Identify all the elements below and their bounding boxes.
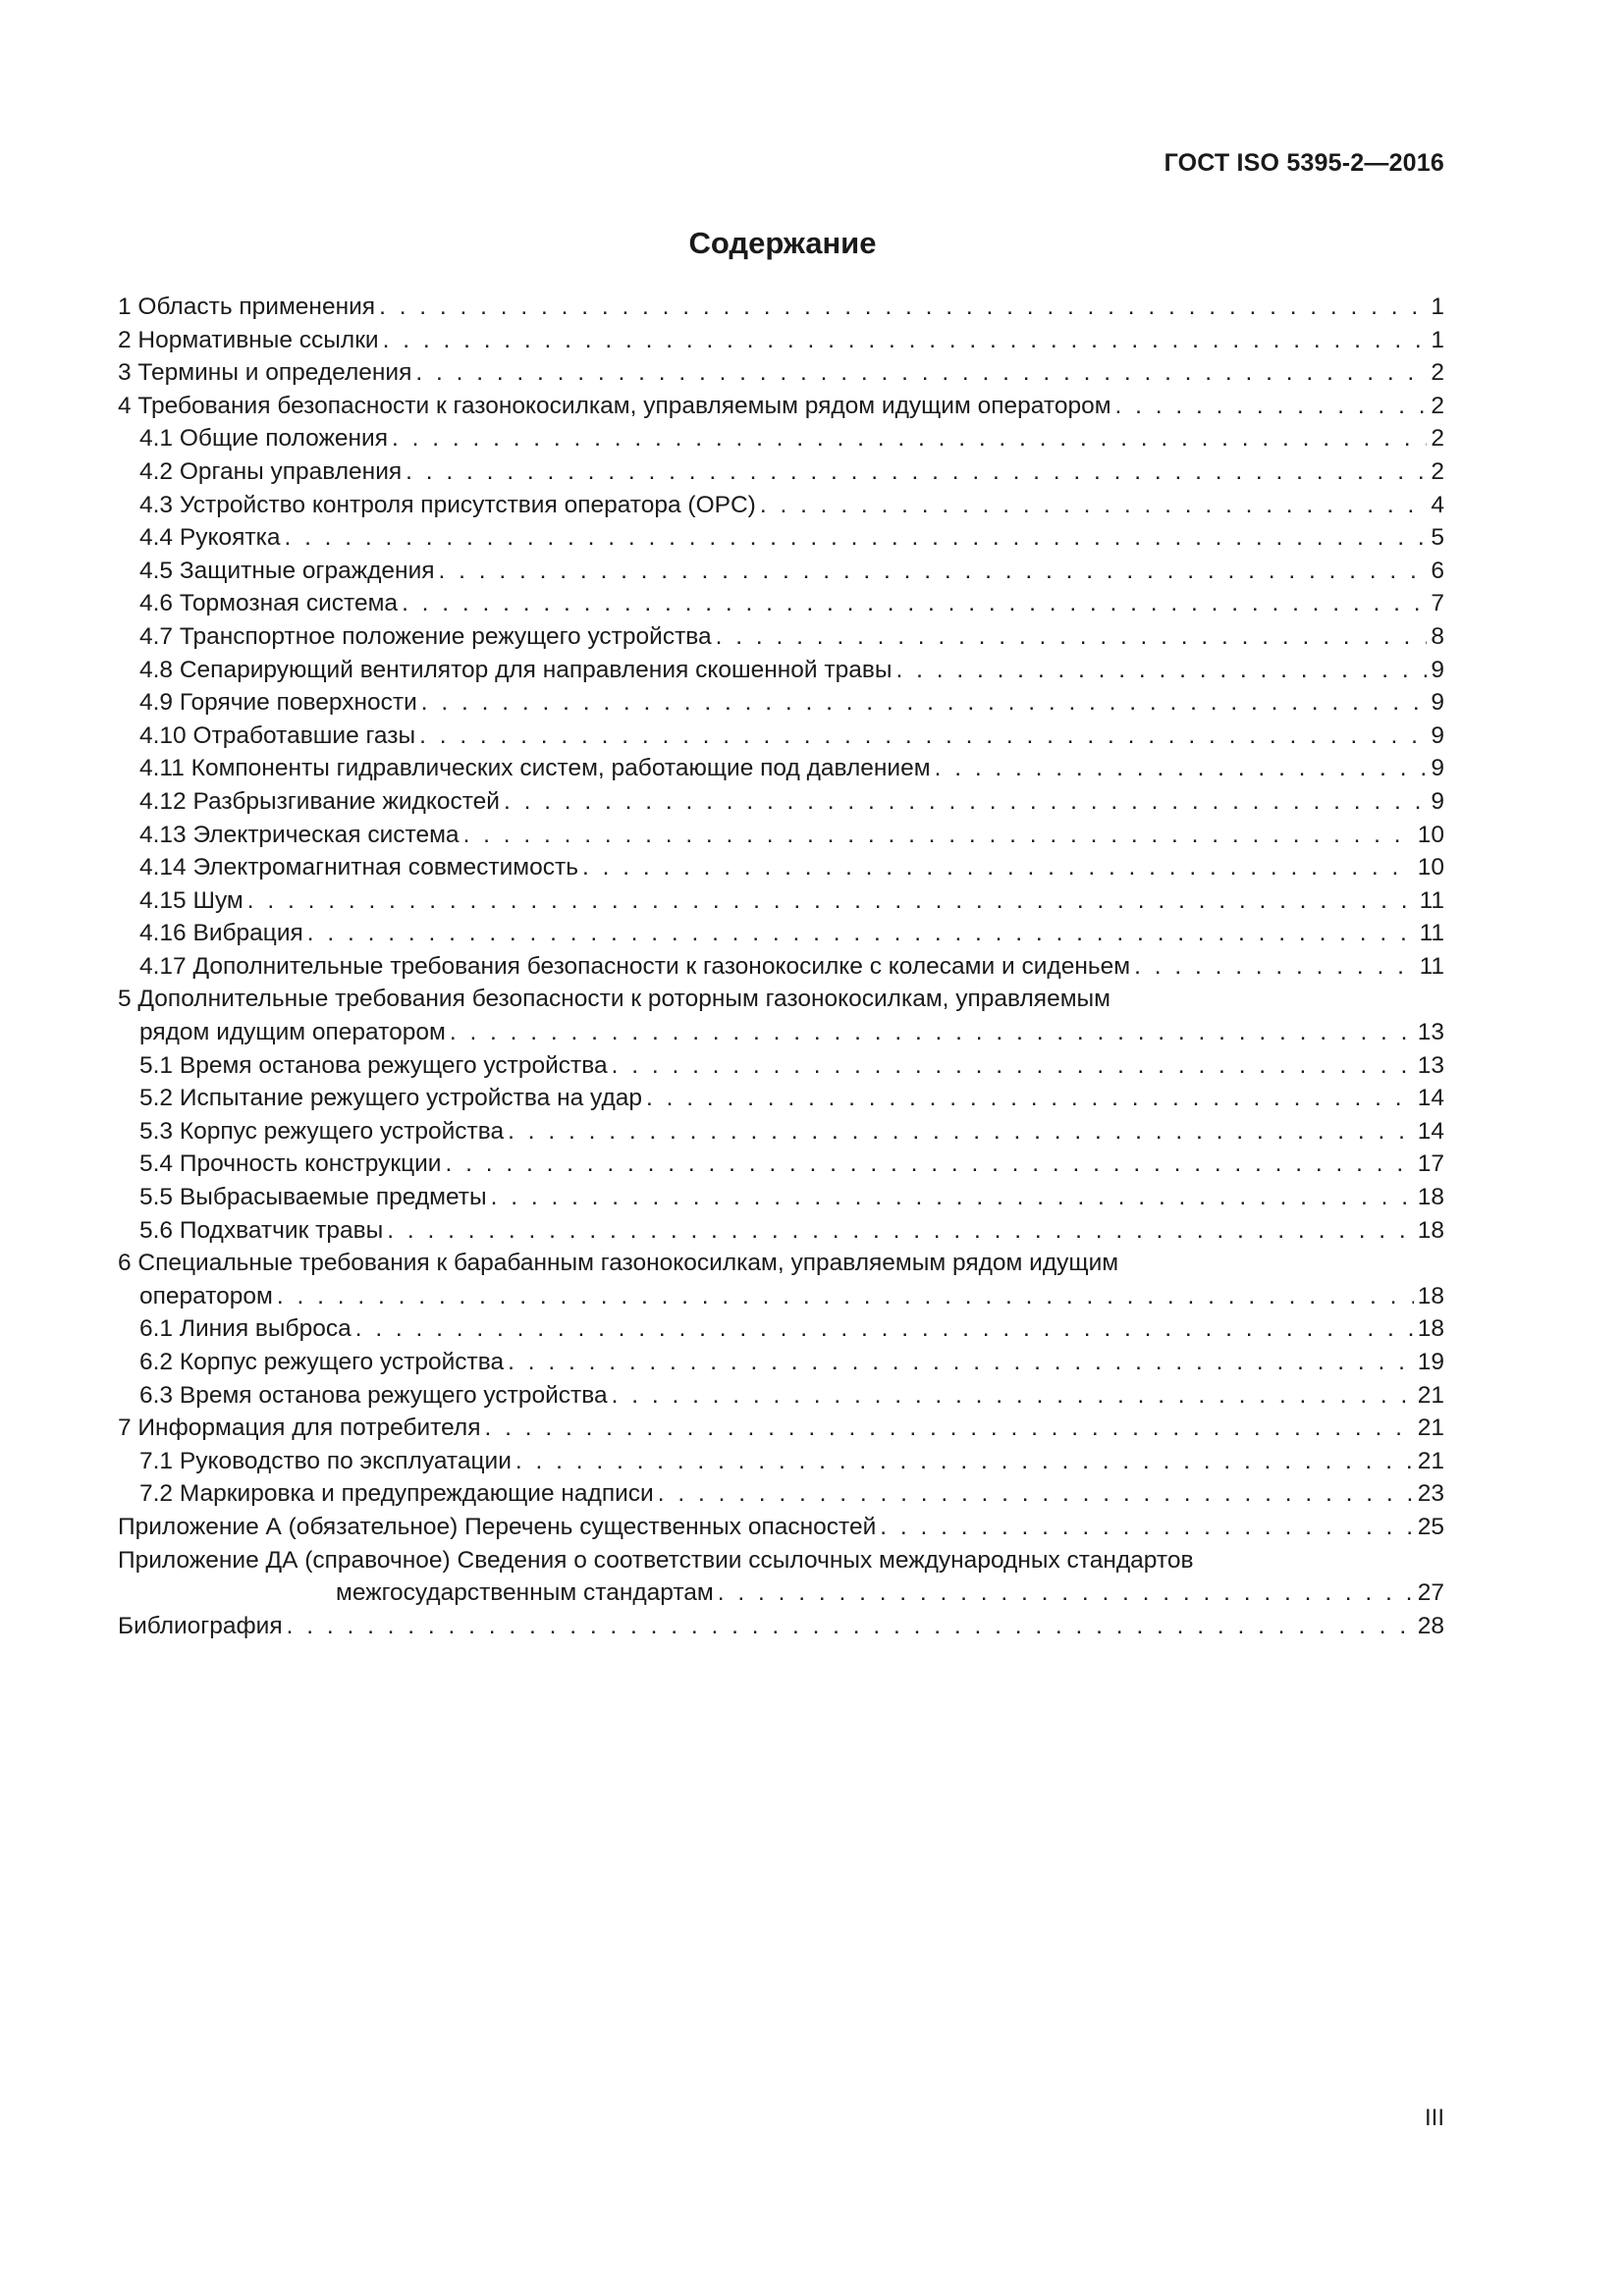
- toc-entry-title: 4.5 Защитные ограждения: [139, 557, 435, 584]
- toc-entry-title: 4.13 Электрическая система: [139, 821, 460, 848]
- dot-leader: [355, 1312, 1414, 1346]
- toc-entry-title: 4.12 Разбрызгивание жидкостей: [139, 787, 500, 815]
- toc-entry-page: 9: [1431, 656, 1444, 683]
- toc-entry: [118, 1544, 1444, 1577]
- toc-entry-title: 4.14 Электромагнитная совместимость: [139, 854, 578, 881]
- dot-leader: [612, 1379, 1414, 1413]
- toc-entry-title: рядом идущим оператором: [139, 1019, 446, 1046]
- toc-entry: [118, 654, 1444, 687]
- dot-leader: [485, 1412, 1414, 1445]
- toc-entry-page: 27: [1417, 1579, 1444, 1607]
- toc-entry-page: 21: [1417, 1381, 1444, 1409]
- dot-leader: [716, 620, 1428, 654]
- toc-entry: [118, 1214, 1444, 1248]
- toc-entry: [118, 1049, 1444, 1083]
- toc-entry-page: 23: [1417, 1480, 1444, 1508]
- toc-entry-page: 13: [1417, 1019, 1444, 1046]
- toc-entry-page: 21: [1417, 1447, 1444, 1474]
- toc-entry-page: 7: [1431, 590, 1444, 617]
- toc-entry: [118, 720, 1444, 753]
- toc-entry: [118, 324, 1444, 357]
- toc-entry-page: 13: [1417, 1051, 1444, 1079]
- toc-entry-page: 19: [1417, 1349, 1444, 1375]
- toc-entry: [118, 1247, 1444, 1280]
- dot-leader: [446, 1148, 1414, 1181]
- document-code: ГОСТ ISO 5395-2—2016: [1164, 149, 1444, 177]
- toc-entry-title: 4.6 Тормозная система: [139, 590, 399, 617]
- toc-entry-title: 6.2 Корпус режущего устройства: [139, 1349, 505, 1375]
- toc-entry: [118, 455, 1444, 489]
- toc-entry: [118, 587, 1444, 620]
- toc-entry-title: 4.1 Общие положения: [139, 425, 389, 453]
- dot-leader: [247, 884, 1416, 918]
- toc-entry-page: 11: [1419, 920, 1444, 947]
- page-folio: III: [1424, 2105, 1444, 2131]
- toc-entry-title: Библиография: [118, 1612, 283, 1639]
- toc-entry-title: 4.10 Отработавшие газы: [139, 721, 416, 749]
- dot-leader: [392, 422, 1427, 455]
- toc-entry-page: 11: [1419, 952, 1444, 980]
- toc-entry: [118, 819, 1444, 852]
- toc-entry-page: 5: [1431, 524, 1444, 552]
- toc-entry-page: 18: [1417, 1282, 1444, 1309]
- toc-entry-page: 17: [1417, 1150, 1444, 1178]
- toc-entry-page: 21: [1417, 1415, 1444, 1442]
- dot-leader: [379, 291, 1427, 324]
- toc-entry-page: 18: [1417, 1216, 1444, 1244]
- toc-entry-title: 5.1 Время останова режущего устройства: [139, 1051, 608, 1079]
- dot-leader: [760, 489, 1428, 522]
- toc-entry-title: 5.5 Выбрасываемые предметы: [139, 1184, 487, 1211]
- toc-entry-title: 4.8 Сепарирующий вентилятор для направления скошенной травы: [139, 656, 893, 683]
- toc-entry: [118, 1312, 1444, 1346]
- toc-entry: [118, 1511, 1444, 1544]
- dot-leader: [406, 455, 1427, 489]
- toc-entry-page: 4: [1431, 491, 1444, 518]
- toc-entry-page: 25: [1417, 1513, 1444, 1540]
- dot-leader: [277, 1280, 1414, 1313]
- dot-leader: [658, 1477, 1414, 1511]
- dot-leader: [935, 752, 1428, 785]
- toc-entry-page: 11: [1419, 886, 1444, 914]
- dot-leader: [1134, 950, 1415, 984]
- toc-entry-title: 4.11 Компоненты гидравлических систем, работающие под давлением: [139, 755, 931, 782]
- dot-leader: [880, 1511, 1413, 1544]
- toc-entry: [118, 291, 1444, 324]
- dot-leader: [582, 851, 1414, 884]
- toc-entry-page: 1: [1431, 294, 1444, 320]
- dot-leader: [1115, 390, 1428, 423]
- toc-entry-title: 6.1 Линия выброса: [139, 1315, 352, 1343]
- toc-entry-title: 4.17 Дополнительные требования безопасности к газонокосилке с колесами и сиденьем: [139, 952, 1131, 980]
- toc-entry-page: 2: [1431, 425, 1444, 453]
- dot-leader: [287, 1610, 1414, 1643]
- toc-entry-title: 5 Дополнительные требования безопасности к роторным газонокосилкам, управляемым: [118, 986, 1110, 1013]
- dot-leader: [387, 1214, 1414, 1248]
- toc-entry: [118, 1610, 1444, 1643]
- toc-entry: [118, 1576, 1444, 1610]
- toc-entry-page: 9: [1431, 689, 1444, 717]
- toc-entry: [118, 686, 1444, 720]
- toc-entry-page: 6: [1431, 557, 1444, 584]
- toc-entry: [118, 1346, 1444, 1379]
- toc-entry-title: оператором: [139, 1282, 273, 1309]
- toc-entry-page: 8: [1431, 622, 1444, 650]
- toc-entry-title: 5.6 Подхватчик травы: [139, 1216, 384, 1244]
- toc-entry-title: 2 Нормативные ссылки: [118, 326, 379, 353]
- toc-entry-title: 5.3 Корпус режущего устройства: [139, 1117, 505, 1145]
- toc-entry-title: 4.2 Органы управления: [139, 457, 403, 485]
- toc-entry-title: 1 Область применения: [118, 294, 376, 320]
- toc-entry: [118, 1379, 1444, 1413]
- toc-entry-page: 10: [1417, 854, 1444, 881]
- toc-entry-title: 4.9 Горячие поверхности: [139, 689, 417, 717]
- dot-leader: [439, 555, 1428, 588]
- toc-entry-page: 18: [1417, 1184, 1444, 1211]
- toc-entry: [118, 1477, 1444, 1511]
- toc-entry: [118, 1082, 1444, 1115]
- toc-entry-page: 9: [1431, 721, 1444, 749]
- toc-entry-page: 1: [1431, 326, 1444, 353]
- dot-leader: [450, 1016, 1414, 1049]
- toc-entry: [118, 1148, 1444, 1181]
- toc-entry: [118, 1181, 1444, 1214]
- toc-entry-page: 9: [1431, 787, 1444, 815]
- toc-entry-title: 5.4 Прочность конструкции: [139, 1150, 442, 1178]
- toc-entry: [118, 1412, 1444, 1445]
- toc-entry-page: 2: [1431, 457, 1444, 485]
- toc-entry: [118, 950, 1444, 984]
- dot-leader: [504, 785, 1427, 819]
- toc-entry: [118, 752, 1444, 785]
- toc-entry-page: 10: [1417, 821, 1444, 848]
- toc-entry: [118, 356, 1444, 390]
- toc-entry-title: 4.7 Транспортное положение режущего устройства: [139, 622, 712, 650]
- toc-entry-page: 14: [1417, 1085, 1444, 1112]
- toc-entry-title: 4.3 Устройство контроля присутствия оператора (OPC): [139, 491, 756, 518]
- toc-entry-page: 9: [1431, 755, 1444, 782]
- toc-entry-page: 2: [1431, 392, 1444, 419]
- toc-entry-title: 7.2 Маркировка и предупреждающие надписи: [139, 1480, 654, 1508]
- toc-entry: [118, 489, 1444, 522]
- toc-entry-page: 28: [1417, 1612, 1444, 1639]
- toc-entry: [118, 390, 1444, 423]
- toc-entry: [118, 521, 1444, 555]
- toc-entry-title: 6 Специальные требования к барабанным газонокосилкам, управляемым рядом идущим: [118, 1250, 1119, 1277]
- dot-leader: [896, 654, 1428, 687]
- toc-entry-title: 7.1 Руководство по эксплуатации: [139, 1447, 512, 1474]
- dot-leader: [402, 587, 1427, 620]
- toc-entry-title: 4.15 Шум: [139, 886, 244, 914]
- toc-entry-title: 6.3 Время останова режущего устройства: [139, 1381, 608, 1409]
- dot-leader: [508, 1346, 1414, 1379]
- toc-entry-title: Приложение ДА (справочное) Сведения о соответствии ссылочных международных стандартов: [118, 1546, 1194, 1574]
- dot-leader: [718, 1576, 1414, 1610]
- toc-entry: [118, 1280, 1444, 1313]
- dot-leader: [491, 1181, 1414, 1214]
- toc-entry-title: 4.4 Рукоятка: [139, 524, 281, 552]
- dot-leader: [515, 1445, 1414, 1478]
- toc-entry-title: 5.2 Испытание режущего устройства на удар: [139, 1085, 643, 1112]
- dot-leader: [284, 521, 1427, 555]
- toc-entry: [118, 785, 1444, 819]
- dot-leader: [419, 720, 1427, 753]
- dot-leader: [463, 819, 1414, 852]
- toc-entry: [118, 884, 1444, 918]
- dot-leader: [383, 324, 1428, 357]
- toc-entry-title: межгосударственным стандартам: [336, 1579, 714, 1607]
- toc-entry: [118, 851, 1444, 884]
- toc-entry: [118, 1115, 1444, 1148]
- toc-entry: [118, 983, 1444, 1016]
- toc-entry-title: Приложение А (обязательное) Перечень существенных опасностей: [118, 1513, 877, 1540]
- dot-leader: [646, 1082, 1414, 1115]
- toc-entry: [118, 1016, 1444, 1049]
- table-of-contents: [118, 291, 1444, 1642]
- dot-leader: [612, 1049, 1414, 1083]
- toc-title: Содержание: [688, 226, 877, 260]
- toc-entry-title: 7 Информация для потребителя: [118, 1415, 481, 1442]
- toc-entry-page: 2: [1431, 359, 1444, 387]
- toc-entry-page: 18: [1417, 1315, 1444, 1343]
- toc-entry: [118, 422, 1444, 455]
- toc-entry-title: 4.16 Вибрация: [139, 920, 303, 947]
- toc-entry: [118, 620, 1444, 654]
- dot-leader: [415, 356, 1427, 390]
- dot-leader: [307, 917, 1416, 950]
- toc-entry: [118, 555, 1444, 588]
- toc-entry-page: 14: [1417, 1117, 1444, 1145]
- dot-leader: [508, 1115, 1414, 1148]
- dot-leader: [421, 686, 1428, 720]
- toc-entry-title: 4 Требования безопасности к газонокосилкам, управляемым рядом идущим оператором: [118, 392, 1111, 419]
- toc-entry: [118, 917, 1444, 950]
- toc-entry: [118, 1445, 1444, 1478]
- toc-entry-title: 3 Термины и определения: [118, 359, 412, 387]
